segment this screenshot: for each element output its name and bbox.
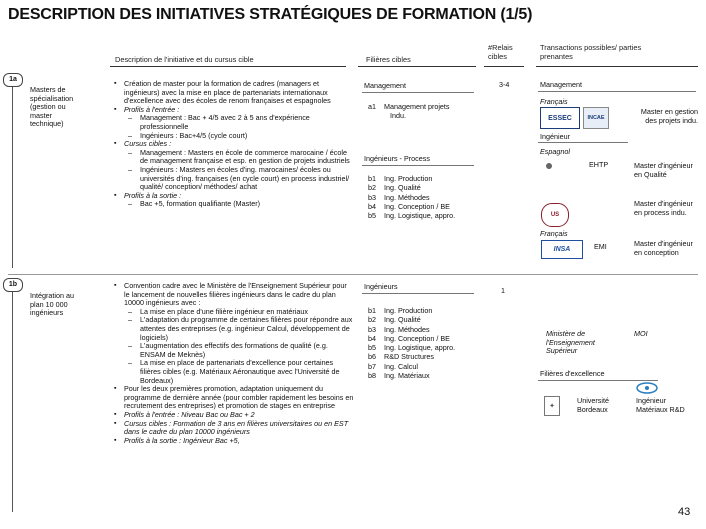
list-item: b2 Ing. Qualité <box>368 315 421 325</box>
row-tag: 1b <box>3 278 23 292</box>
filiere-process-list <box>368 175 455 221</box>
header-description: Description de l'initiative et du cursus cible <box>115 55 254 64</box>
header-rule <box>358 66 476 67</box>
row-tag: 1a <box>3 73 23 87</box>
list-item: b7 Ing. Calcul <box>368 361 418 371</box>
trans-ing-materiaux: Ingénieur Matériaux R&D <box>636 396 685 414</box>
partner-logo-icon <box>636 380 658 396</box>
row-divider-vertical <box>12 282 13 512</box>
relais-value: 1 <box>501 286 505 295</box>
bullet-item: ▪ Profils à la sortie : Ingénieur Bac +5, <box>114 437 354 446</box>
list-item: b1 Ing. Production <box>368 174 433 183</box>
filiere-a1: a1 Management projets <box>368 102 450 111</box>
trans-univ-bordeaux: Université Bordeaux <box>577 396 609 414</box>
trans-master-conception: Master d'ingénieur en conception <box>634 239 693 257</box>
bullet-item: ▪ Profils à la sortie : – Bac +5, formation qualifiante (Master) <box>114 192 354 209</box>
bullet-item: ▪ Création de master pour la formation de cadres (managers et ingénieurs) avec la mise en place de partenariats internationaux d'excellence avec des écoles de renom françaises et espagnoles <box>114 80 354 106</box>
filiere-process-title: Ingénieurs - Process <box>364 154 430 163</box>
bullet-item: ▪ Convention cadre avec le Ministère de l'Enseignement Supérieur pour le lancement de nouvelles filières ingénieurs dans le cadre du plan 10000 ingénieurs avec : – La mise en place d'une filière ingénieur en matériaux – L'adaptation du programme de certaines filières pour répondre aux attentes des entreprises (e.g. ingénieur Calcul, développement de logiciels) – L'augmentation des effectifs des formations de qualité (e.g. ENSAM de Meknès) – La mise en place de partenariats d'excellence pour certaines filières cibles (e.g. Matériaux Aéronautique avec l'Université de Bordeaux) <box>114 282 354 385</box>
list-item: b4 Ing. Conception / BE <box>368 333 450 343</box>
list-item: b5 Ing. Logistique, appro. <box>368 343 456 353</box>
list-item: b5 Ing. Logistique, appro. <box>368 211 456 221</box>
relais-value: 3-4 <box>499 80 510 89</box>
filiere-rule <box>362 165 474 166</box>
page-number: 43 <box>678 506 691 518</box>
list-item: b6 R&D Structures <box>368 352 434 362</box>
bullet-item: ▪ Cursus cibles : Formation de 3 ans en filières universitaires ou en EST dans le cadre du plan 10000 ingénieurs <box>114 420 354 437</box>
header-rule <box>484 66 524 67</box>
school-ehtp: EHTP <box>589 160 609 169</box>
header-filieres: Filières cibles <box>366 55 411 64</box>
filiere-ingenieurs-title: Ingénieurs <box>364 282 398 291</box>
filiere-ingenieurs-list <box>368 307 455 381</box>
bullet-item: ▪ Cursus cibles : – Management : Masters en école de commerce marocaine / école de management française et esp. en gestion de projets industriels – Ingénieurs : Masters en écoles d'ing. marocaines/ écoles ou universités d'ing. françaises (en cycle court) en process industriel/ qualité/ conception/ méthodes/ achat <box>114 140 354 192</box>
trans-moi: MOI <box>634 329 648 338</box>
school-emblem-icon <box>546 163 552 169</box>
header-relais: #Relais cibles <box>488 43 513 61</box>
trans-management: Management <box>540 80 582 89</box>
incae-logo: INCAE <box>583 107 609 129</box>
row-divider-vertical <box>12 78 13 268</box>
school-emi: EMI <box>594 242 607 251</box>
label-francais: Français <box>540 97 568 106</box>
bullet-item: ▪ Pour les deux premières promotion, adaptation uniquement du programme de dernière année (pour combler rapidement les besoins en recrutement des entreprises) et promotion de stages en entreprise <box>114 385 354 411</box>
filiere-rule <box>362 92 474 93</box>
filiere-a1-line2: Indu. <box>390 111 406 120</box>
row2-description <box>114 282 354 445</box>
list-item: b2 Ing. Qualité <box>368 183 421 193</box>
row-label: Intégration au plan 10 000 ingénieurs <box>30 291 74 318</box>
university-seal-icon: US <box>541 203 569 227</box>
trans-rule <box>538 142 628 143</box>
label-espagnol: Espagnol <box>540 147 570 156</box>
row-separator <box>8 274 698 275</box>
page-title: DESCRIPTION DES INITIATIVES STRATÉGIQUES DE FORMATION (1/5) <box>8 6 533 23</box>
list-item: b3 Ing. Méthodes <box>368 192 430 202</box>
label-ingenieur: Ingénieur <box>540 132 570 141</box>
filiere-rule <box>362 293 474 294</box>
university-emblem-icon: ✦ <box>544 396 560 416</box>
trans-master-projets: Master en gestion des projets indu. <box>640 107 698 125</box>
label-filieres-excellence: Filières d'excellence <box>540 369 605 378</box>
row-label: Masters de spécialisation (gestion ou master technique) <box>30 85 74 129</box>
trans-ministere: Ministère de l'Enseignement Supérieur <box>546 329 595 356</box>
list-item: b8 Ing. Matériaux <box>368 371 430 381</box>
trans-master-process: Master d'ingénieur en process indu. <box>634 199 693 217</box>
label-francais-2: Français <box>540 229 568 238</box>
list-item: b1 Ing. Production <box>368 306 433 315</box>
list-item: b3 Ing. Méthodes <box>368 324 430 334</box>
header-transactions: Transactions possibles/ parties prenantes <box>540 43 642 61</box>
insa-logo: INSA <box>541 240 583 259</box>
bullet-item: ▪ Profils à l'entrée : Niveau Bac ou Bac + 2 <box>114 411 354 420</box>
bullet-item: ▪ Profils à l'entrée : – Management : Bac + 4/5 avec 2 à 5 ans d'expérience professionnelle – Ingénieurs : Bac+4/5 (cycle court) <box>114 106 354 140</box>
trans-rule <box>538 91 696 92</box>
trans-master-qualite: Master d'ingénieur en Qualité <box>634 161 693 179</box>
filiere-management-title: Management <box>364 81 406 90</box>
list-item: b4 Ing. Conception / BE <box>368 201 450 211</box>
essec-logo: ESSEC <box>540 107 580 129</box>
header-rule <box>110 66 346 67</box>
row1-description <box>114 80 354 209</box>
header-rule <box>536 66 698 67</box>
